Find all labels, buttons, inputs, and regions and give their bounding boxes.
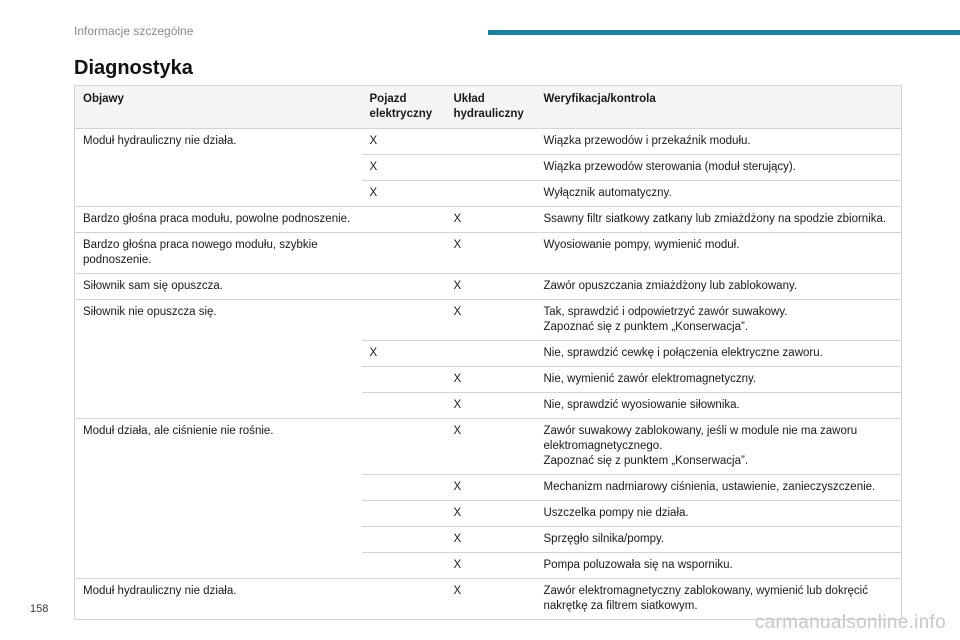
table-header-row <box>75 86 902 129</box>
table-row <box>75 419 902 475</box>
hydraulic-system-cell: X <box>446 367 536 393</box>
hydraulic-system-cell <box>446 155 536 181</box>
column-header-hydraulic-system: Układ hydrauliczny <box>446 86 536 129</box>
verification-cell: Ssawny filtr siatkowy zatkany lub zmiażdżony na spodzie zbiornika. <box>536 207 902 233</box>
electric-vehicle-cell <box>362 367 446 393</box>
symptom-cell: Bardzo głośna praca modułu, powolne podnoszenie. <box>75 207 362 233</box>
hydraulic-system-cell: X <box>446 501 536 527</box>
table-row <box>75 274 902 300</box>
verification-cell: Wyłącznik automatyczny. <box>536 181 902 207</box>
section-title: Informacje szczególne <box>74 24 194 38</box>
electric-vehicle-cell <box>362 527 446 553</box>
verification-cell: Nie, wymienić zawór elektromagnetyczny. <box>536 367 902 393</box>
verification-cell: Mechanizm nadmiarowy ciśnienia, ustawienie, zanieczyszczenie. <box>536 475 902 501</box>
page-title: Diagnostyka <box>74 57 193 79</box>
electric-vehicle-cell <box>362 233 446 274</box>
diagnostics-table-body <box>75 129 902 620</box>
electric-vehicle-cell <box>362 393 446 419</box>
hydraulic-system-cell: X <box>446 579 536 620</box>
symptom-cell: Bardzo głośna praca nowego modułu, szybkie podnoszenie. <box>75 233 362 274</box>
table-row <box>75 129 902 155</box>
electric-vehicle-cell: X <box>362 181 446 207</box>
symptom-cell: Siłownik sam się opuszcza. <box>75 274 362 300</box>
symptom-cell: Siłownik nie opuszcza się. <box>75 300 362 419</box>
hydraulic-system-cell <box>446 341 536 367</box>
hydraulic-system-cell: X <box>446 419 536 475</box>
watermark: carmanualsonline.info <box>754 612 946 633</box>
electric-vehicle-cell: X <box>362 155 446 181</box>
verification-cell: Pompa poluzowała się na wsporniku. <box>536 553 902 579</box>
hydraulic-system-cell: X <box>446 553 536 579</box>
hydraulic-system-cell <box>446 129 536 155</box>
hydraulic-system-cell <box>446 181 536 207</box>
table-row <box>75 233 902 274</box>
column-header-electric-vehicle: Pojazd elektryczny <box>362 86 446 129</box>
verification-cell: Uszczelka pompy nie działa. <box>536 501 902 527</box>
hydraulic-system-cell: X <box>446 527 536 553</box>
verification-cell: Nie, sprawdzić wyosiowanie siłownika. <box>536 393 902 419</box>
verification-cell: Tak, sprawdzić i odpowietrzyć zawór suwakowy. Zapoznać się z punktem „Konserwacja”. <box>536 300 902 341</box>
electric-vehicle-cell <box>362 207 446 233</box>
hydraulic-system-cell: X <box>446 274 536 300</box>
symptom-cell: Moduł hydrauliczny nie działa. <box>75 129 362 207</box>
verification-cell: Sprzęgło silnika/pompy. <box>536 527 902 553</box>
verification-cell: Zawór suwakowy zablokowany, jeśli w module nie ma zaworu elektromagnetycznego. Zapoznać się z punktem „Konserwacja”. <box>536 419 902 475</box>
hydraulic-system-cell: X <box>446 393 536 419</box>
verification-cell: Wiązka przewodów sterowania (moduł sterujący). <box>536 155 902 181</box>
header-accent-bar <box>488 30 960 35</box>
hydraulic-system-cell: X <box>446 475 536 501</box>
electric-vehicle-cell <box>362 274 446 300</box>
electric-vehicle-cell <box>362 579 446 620</box>
table-row <box>75 300 902 341</box>
electric-vehicle-cell <box>362 501 446 527</box>
verification-cell: Zawór opuszczania zmiażdżony lub zablokowany. <box>536 274 902 300</box>
verification-cell: Wyosiowanie pompy, wymienić moduł. <box>536 233 902 274</box>
table-row <box>75 207 902 233</box>
symptom-cell: Moduł działa, ale ciśnienie nie rośnie. <box>75 419 362 579</box>
hydraulic-system-cell: X <box>446 207 536 233</box>
electric-vehicle-cell <box>362 553 446 579</box>
verification-cell: Wiązka przewodów i przekaźnik modułu. <box>536 129 902 155</box>
symptom-cell: Moduł hydrauliczny nie działa. <box>75 579 362 620</box>
page-number: 158 <box>30 603 49 615</box>
hydraulic-system-cell: X <box>446 233 536 274</box>
diagnostics-table <box>74 85 902 620</box>
electric-vehicle-cell: X <box>362 129 446 155</box>
electric-vehicle-cell <box>362 419 446 475</box>
verification-cell: Nie, sprawdzić cewkę i połączenia elektryczne zaworu. <box>536 341 902 367</box>
electric-vehicle-cell <box>362 300 446 341</box>
column-header-verification: Weryfikacja/kontrola <box>536 86 902 129</box>
verification-cell: Zawór elektromagnetyczny zablokowany, wymienić lub dokręcić nakrętkę za filtrem siatkowym. <box>536 579 902 620</box>
electric-vehicle-cell <box>362 475 446 501</box>
electric-vehicle-cell: X <box>362 341 446 367</box>
hydraulic-system-cell: X <box>446 300 536 341</box>
column-header-symptoms: Objawy <box>75 86 362 129</box>
